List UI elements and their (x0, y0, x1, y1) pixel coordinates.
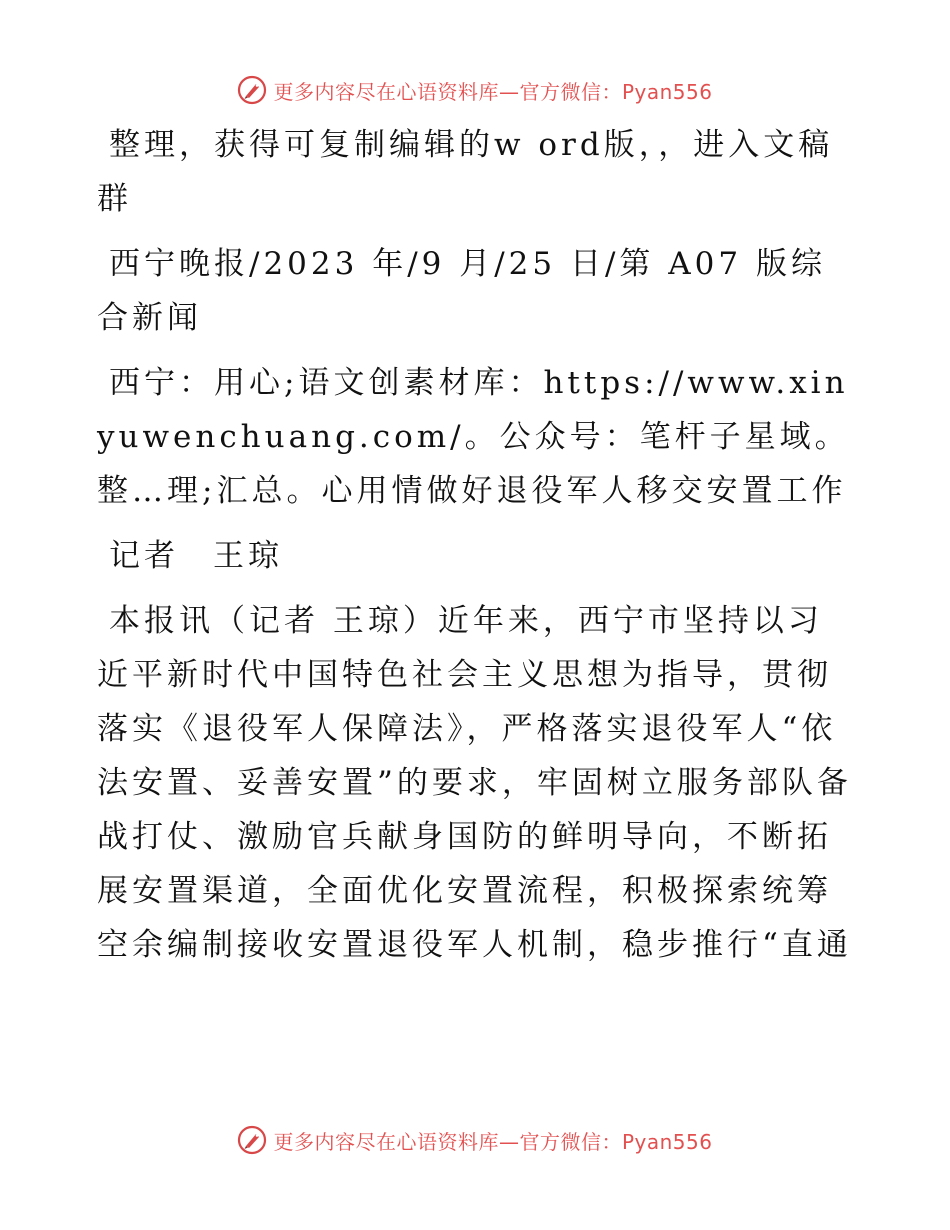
watermark-header (0, 70, 950, 110)
fountain-pen-logo-icon (237, 75, 267, 105)
fountain-pen-logo-icon (237, 1125, 267, 1155)
article-body (97, 118, 853, 983)
byline (97, 529, 853, 583)
body-paragraph: 本报讯（记者 王琼）近年来，西宁市坚持以习近平新时代中国特色社会主义思想为指导，贯彻落实《退役军人保障法》，严格落实退役军人“依法安置、妥善安置”的要求，牢固树立服务部队备战打仗、激励官兵献身国防的鲜明导向，不断拓展安置渠道，全面优化安置流程，积极探索统筹空余编制接收安置退役军人机制，稳步推行“直通 (97, 603, 852, 963)
intro-paragraph: 整理，获得可复制编辑的w ord版，，进入文稿群 (97, 127, 834, 217)
byline-label: 记者 (109, 538, 179, 574)
watermark-text: 更多内容尽在心语资料库—官方微信：Pyan556 (273, 79, 713, 104)
watermark-text: 更多内容尽在心语资料库—官方微信：Pyan556 (273, 1129, 713, 1154)
watermark-footer (0, 1120, 950, 1160)
article-title: 西宁：用心;语文创素材库：https://www.xinyuwenchuang.com/。公众号：笔杆子星域。整…理;汇总。心用情做好退役军人移交安置工作 (97, 365, 850, 509)
source-line: 西宁晚报/2023 年/9 月/25 日/第 A07 版综合新闻 (97, 246, 826, 336)
byline-name: 王琼 (213, 538, 283, 574)
